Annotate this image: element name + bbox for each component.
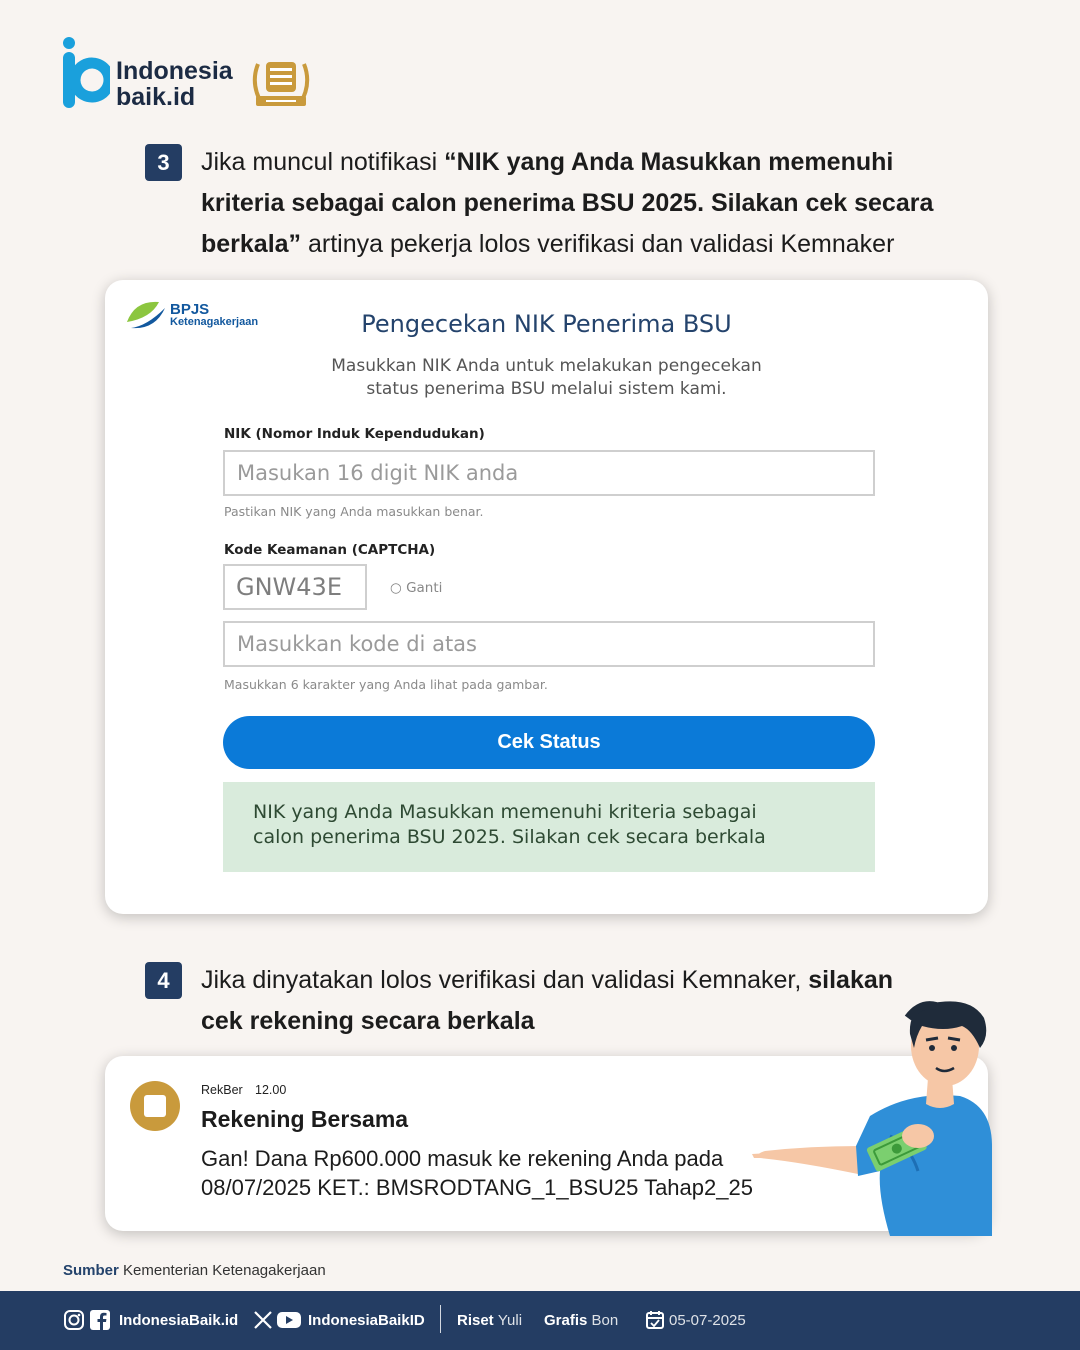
step-4-text: Jika dinyatakan lolos verifikasi dan validasi Kemnaker, silakan cek rekening secara berkala (201, 966, 894, 1035)
x-twitter-icon[interactable] (252, 1309, 274, 1331)
wsis-award-icon (248, 54, 314, 116)
footer-bar (0, 1291, 1080, 1350)
nik-check-card (105, 280, 988, 914)
man-holding-money-illustration (740, 996, 1010, 1241)
logo-line-1: Indonesia (116, 57, 233, 85)
step-3-text: Jika muncul notifikasi “NIK yang Anda Masukkan memenuhi kriteria sebagai calon penerima BSU 2025. Silakan cek secara berkala” artinya pekerja lolos verifikasi dan validasi Kemnaker (201, 148, 934, 258)
instagram-icon[interactable] (63, 1309, 85, 1331)
nik-hint: Pastikan NIK yang Anda masukkan benar. (224, 504, 484, 519)
notification-app-name: RekBer (201, 1083, 243, 1097)
indonesiabaik-logo (62, 36, 322, 116)
footer-graphic-credit: Grafis Bon (544, 1312, 619, 1329)
notification-title: Rekening Bersama (201, 1106, 409, 1132)
bpjs-logo: BPJS Ketenagakerjaan (125, 298, 285, 332)
check-status-button[interactable]: Cek Status (223, 716, 875, 769)
captcha-input[interactable]: Masukkan kode di atas (223, 621, 875, 667)
form-subtitle: Masukkan NIK Anda untuk melakukan pengecekan status penerima BSU melalui sistem kami. (331, 356, 762, 399)
success-message: NIK yang Anda Masukkan memenuhi kriteria sebagai calon penerima BSU 2025. Silakan cek secara berkala (223, 782, 875, 872)
captcha-label: Kode Keamanan (CAPTCHA) (224, 542, 436, 558)
footer-date: 05-07-2025 (669, 1312, 746, 1329)
source-line: Sumber Kementerian Ketenagakerjaan (63, 1262, 326, 1279)
logo-line-2: baik.id (116, 83, 196, 111)
step-number-badge: 4 (145, 962, 182, 999)
captcha-hint: Masukkan 6 karakter yang Anda lihat pada gambar. (224, 677, 548, 692)
calendar-icon (646, 1309, 664, 1331)
footer-divider (440, 1305, 441, 1333)
notification-time: 12.00 (255, 1083, 287, 1097)
captcha-image: GNW43E (223, 564, 367, 610)
captcha-refresh-link[interactable]: ○ Ganti (390, 580, 443, 596)
youtube-icon[interactable] (276, 1309, 302, 1331)
footer-social-handle-1[interactable]: IndonesiaBaik.id (119, 1312, 239, 1329)
indonesiabaik-mark-icon (62, 36, 110, 112)
step-number-badge: 3 (145, 144, 182, 181)
footer-research-credit: Riset Yuli (457, 1312, 523, 1329)
nik-label: NIK (Nomor Induk Kependudukan) (224, 426, 485, 442)
app-icon (130, 1081, 180, 1131)
facebook-icon[interactable] (89, 1309, 111, 1331)
notification-body: Gan! Dana Rp600.000 masuk ke rekening Anda pada 08/07/2025 KET.: BMSRODTANG_1_BSU25 Tahap2_25 (201, 1146, 753, 1200)
form-title: Pengecekan NIK Penerima BSU (361, 310, 732, 338)
nik-input[interactable]: Masukan 16 digit NIK anda (223, 450, 875, 496)
footer-social-handle-2[interactable]: IndonesiaBaikID (308, 1312, 425, 1329)
